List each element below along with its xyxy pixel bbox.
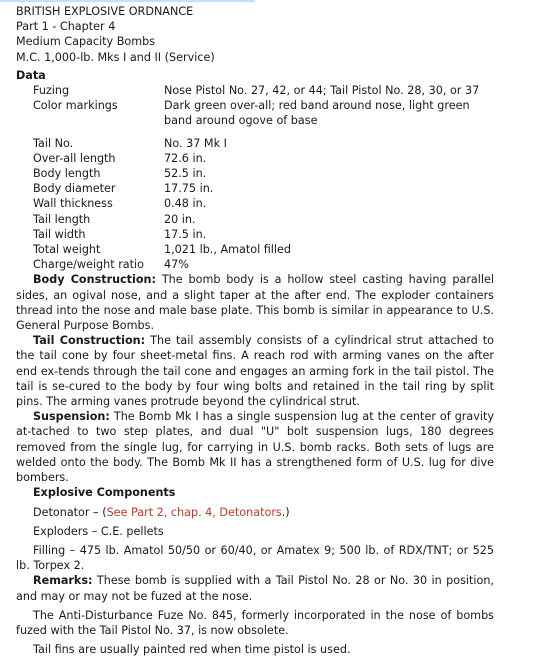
data-row	[33, 212, 494, 227]
data-key: Charge/weight ratio	[33, 258, 144, 272]
explosive-components-heading: Explosive Components	[33, 486, 176, 500]
data-key: Fuzing	[33, 84, 70, 98]
data-value: Dark green over-all; red band around nose, light green band around ogove of base	[164, 99, 470, 128]
tail-construction-paragraph	[16, 333, 494, 409]
data-row	[33, 242, 494, 257]
top-rule	[0, 0, 255, 2]
part-chapter: Part 1 - Chapter 4	[16, 20, 116, 34]
data-key: Body diameter	[33, 182, 116, 196]
data-row	[33, 196, 494, 211]
data-value: 17.75 in.	[164, 182, 214, 196]
data-row	[33, 227, 494, 242]
data-value: 17.5 in.	[164, 227, 207, 241]
data-key: Total weight	[33, 243, 101, 257]
exploders-line: Exploders – C.E. pellets	[33, 524, 164, 538]
tail-construction-text: The tail assembly consists of a cylindrical strut attached to the tail cone by four sheet-metal fins. A reach rod with arming vanes on the after end ex-tends through the tail cone and engages an arming fork in the tail pistol. The tail is se-cured to the body by four wing bolts and retained in the tail ring by split pins. The arming vanes protrude beyond the cylindrical strut.	[16, 334, 494, 409]
data-key: Color markings	[33, 99, 118, 113]
data-key: Tail No.	[33, 136, 74, 150]
data-row	[33, 83, 494, 98]
suspension-label: Suspension:	[33, 410, 110, 424]
body-construction-label: Body Construction:	[33, 273, 156, 287]
data-row	[33, 129, 494, 151]
data-value: 20 in.	[164, 212, 196, 226]
category: Medium Capacity Bombs	[16, 35, 156, 49]
data-value: 47%	[164, 258, 189, 272]
suspension-text: The Bomb Mk I has a single suspension lug at the center of gravity at-tached to two step plates, and dual "U" bolt suspension lugs, 180 degrees removed from the single lug, for carrying in U.S. bomb racks. Both sets of lugs are welded onto the body. The Bomb Mk II has a strengthened form of U.S. lug for dive bombers.	[16, 410, 494, 485]
doc-title: BRITISH EXPLOSIVE ORDNANCE	[16, 5, 194, 18]
data-row	[33, 257, 494, 272]
suspension-paragraph	[16, 409, 494, 485]
tail-construction-label: Tail Construction:	[33, 334, 146, 348]
remarks-fuze-paragraph: The Anti-Disturbance Fuze No. 845, formerly incorporated in the nose of bombs fuzed with the Tail Pistol No. 37, is now obsolete.	[16, 608, 494, 637]
remarks-text: These bomb is supplied with a Tail Pistol No. 28 or No. 30 in position, and may or may not be fuzed at the nose.	[16, 574, 494, 603]
data-value: No. 37 Mk I	[164, 136, 227, 150]
data-row	[33, 166, 494, 181]
data-row	[33, 98, 494, 128]
remarks-paragraph	[16, 573, 494, 603]
data-value: Nose Pistol No. 27, 42, or 44; Tail Pistol No. 28, 30, or 37	[164, 84, 480, 98]
filling-line: Filling – 475 lb. Amatol 50/50 or 60/40, or Amatex 9; 500 lb. of RDX/TNT; or 525 lb. Torpex 2.	[16, 543, 494, 573]
data-value: 1,021 lb., Amatol filled	[164, 243, 292, 257]
data-key: Over-all length	[33, 151, 116, 165]
data-key: Tail length	[33, 212, 91, 226]
body-construction-text: The bomb body is a hollow steel casting having parallel sides, an ogival nose, and a slight taper at the after end. The exploder containers thread into the nose and male base plate. This bomb is similar in appearance to U.S. General Purpose Bombs.	[16, 273, 494, 333]
bomb-designation: M.C. 1,000-lb. Mks I and II (Service)	[16, 50, 215, 64]
body-construction-paragraph	[16, 272, 494, 333]
data-value: 72.6 in.	[164, 151, 207, 165]
document-content	[16, 4, 494, 657]
data-row	[33, 181, 494, 196]
data-key: Tail width	[33, 227, 86, 241]
remarks-tail-fins-paragraph: Tail fins are usually painted red when time pistol is used.	[33, 643, 351, 657]
detonator-line	[33, 505, 494, 520]
data-heading: Data	[16, 68, 46, 82]
data-row	[33, 151, 494, 166]
data-key: Body length	[33, 167, 101, 181]
detonator-suffix: .)	[281, 505, 290, 519]
data-value: 52.5 in.	[164, 167, 207, 181]
data-key: Wall thickness	[33, 197, 113, 211]
detonators-link[interactable]: See Part 2, chap. 4, Detonators	[106, 505, 282, 519]
detonator-prefix: Detonator – (	[33, 505, 107, 519]
data-table	[33, 83, 494, 272]
data-value: 0.48 in.	[164, 197, 207, 211]
remarks-label: Remarks:	[33, 574, 93, 588]
